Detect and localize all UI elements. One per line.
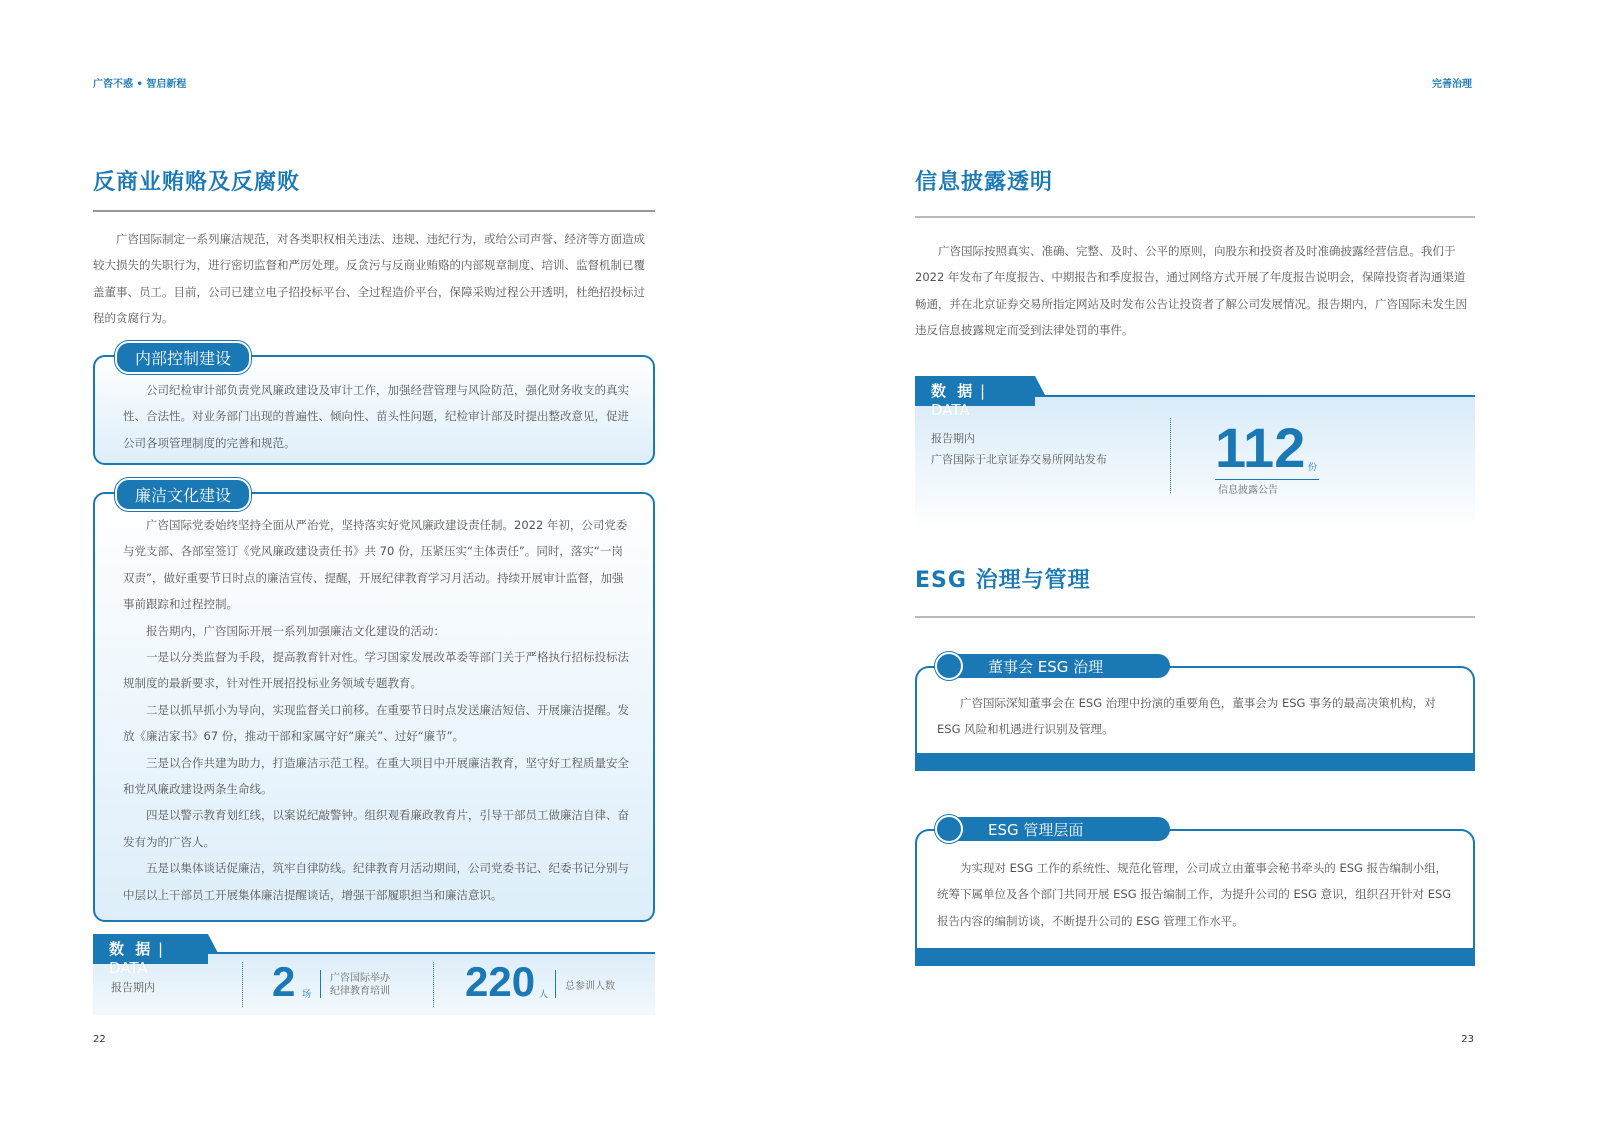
dotted-divider [242, 962, 243, 1007]
internal-control-text: 公司纪检审计部负责党风廉政建设及审计工作，加强经营管理与风险防范，强化财务收支的真实性、合法性。对业务部门出现的普遍性、倾向性、苗头性问题，纪检审计部及时提出整改意见，促进公司各项管理制度的完善和规范。 [123, 383, 629, 450]
internal-control-label: 内部控制建设 [115, 341, 251, 374]
disclosure-data-line-1: 报告期内 [931, 432, 975, 445]
disclosure-data-line-2: 广咨国际于北京证券交易所网站发布 [931, 453, 1107, 466]
esg-management-text: 为实现对 ESG 工作的系统性、规范化管理，公司成立由董事会秘书牵头的 ESG 报告编制小组，统筹下属单位及各个部门共同开展 ESG 报告编制工作，为提升公司的 ESG 意识，组织召开针对 ESG 报告内容的编制访谈，不断提升公司的 ESG 管理工作水平。 [937, 861, 1452, 928]
culture-paragraph: 广咨国际党委始终坚持全面从严治党，坚持落实好党风廉政建设责任制。2022 年初，公司党委与党支部、各部室签订《党风廉政建设责任书》共 70 份，压紧压实“主体责任”。同时，落实“一岗双责”，做好重要节日时点的廉洁宣传、提醒，开展纪律教育学习月活动。持续开展审计监督，加强事前跟踪和过程控制。 [123, 518, 628, 612]
culture-paragraph: 二是以抓早抓小为导向，实现监督关口前移。在重要节日时点发送廉洁短信、开展廉洁提醒。发放《廉洁家书》67 份，推动干部和家属守好“廉关”、过好“廉节”。 [123, 702, 629, 744]
dotted-divider [1170, 418, 1171, 493]
stat-divider [555, 970, 556, 998]
section-title-esg: ESG 治理与管理 [915, 568, 1091, 593]
title-divider [915, 216, 1475, 218]
disclosure-paragraph [915, 238, 1475, 344]
circle-marker-icon [935, 815, 963, 843]
data-tab-left: 数 据 | DATA [93, 934, 208, 964]
data-tab-right: 数 据 | DATA [915, 376, 1035, 406]
stat-training-label-2: 纪律教育培训 [330, 986, 390, 997]
stat-participants-unit: 人 [539, 990, 549, 1000]
page-title-disclosure: 信息披露透明 [915, 170, 1054, 195]
intro-paragraph [93, 226, 655, 332]
culture-paragraph: 一是以分类监督为手段，提高教育针对性。学习国家发展改革委等部门关于严格执行招标投标法规制度的最新要求，针对性开展招投标业务领域专题教育。 [123, 650, 629, 691]
data-tab-en: DATA [109, 959, 148, 977]
data-tab-corner [208, 934, 218, 953]
page-number-left: 22 [93, 1034, 106, 1045]
reporting-period-label: 报告期内 [111, 981, 155, 994]
stat-training-label-1: 广咨国际举办 [330, 973, 390, 984]
stat-training-label [330, 972, 390, 998]
value-underline [1215, 479, 1319, 480]
disclosure-text: 广咨国际按照真实、准确、完整、及时、公平的原则，向股东和投资者及时准确披露经营信息。我们于 2022 年发布了年度报告、中期报告和季度报告，通过网络方式开展了年度报告说明会，保障投资者沟通渠道畅通，并在北京证券交易所指定网站及时发布公告让投资者了解公司发展情况。报告期内，广咨国际未发生因违反信息披露规定而受到法律处罚的事件。 [915, 244, 1467, 338]
running-header-left: 广咨不惑 • 智启新程 [93, 79, 187, 90]
page-title-anti-corruption: 反商业贿赂及反腐败 [93, 170, 301, 195]
integrity-culture-box [93, 492, 655, 922]
circle-marker-icon [935, 652, 963, 680]
board-esg-footer-bar [915, 753, 1475, 771]
esg-management-footer-bar [915, 948, 1475, 966]
esg-management-box [915, 829, 1475, 949]
disclosure-count-value: 112 [1215, 416, 1306, 479]
page-number-right: 23 [1461, 1034, 1474, 1045]
data-tab-en: DATA [931, 401, 970, 419]
title-divider [93, 210, 655, 212]
data-tab-corner [1035, 376, 1045, 395]
title-divider [915, 616, 1475, 618]
board-esg-text: 广咨国际深知董事会在 ESG 治理中扮演的重要角色，董事会为 ESG 事务的最高决策机构，对 ESG 风险和机遇进行识别及管理。 [937, 696, 1436, 737]
intro-text: 广咨国际制定一系列廉洁规范，对各类职权相关违法、违规、违纪行为，或给公司声誉、经济等方面造成较大损失的失职行为，进行密切监督和严厉处理。反贪污与反商业贿赂的内部规章制度、培训、监督机制已覆盖董事、员工。目前，公司已建立电子招投标平台、全过程造价平台，保障采购过程公开透明，杜绝招投标过程的贪腐行为。 [93, 232, 645, 326]
integrity-culture-label: 廉洁文化建设 [115, 478, 251, 511]
dotted-divider [433, 962, 434, 1007]
board-esg-box [915, 666, 1475, 754]
disclosure-data-desc [931, 428, 1107, 470]
stat-participants-value: 220 [465, 958, 536, 1005]
stat-participants-label: 总参训人数 [565, 981, 615, 992]
disclosure-count-unit: 份 [1308, 463, 1318, 473]
data-tab-cn: 数 据 [931, 382, 976, 400]
running-header-right: 完善治理 [1432, 79, 1472, 90]
data-tab-cn: 数 据 [109, 940, 154, 958]
culture-paragraph: 三是以合作共建为助力，打造廉洁示范工程。在重大项目中开展廉洁教育，坚守好工程质量安全和党风廉政建设两条生命线。 [123, 755, 629, 797]
culture-paragraph: 报告期内，广咨国际开展一系列加强廉洁文化建设的活动： [146, 623, 445, 638]
disclosure-count-label: 信息披露公告 [1218, 485, 1278, 496]
culture-paragraph: 四是以警示教育划红线，以案说纪敲警钟。组织观看廉政教育片，引导干部员工做廉洁自律、奋发有为的广咨人。 [123, 808, 629, 849]
culture-paragraph: 五是以集体谈话促廉洁，筑牢自律防线。纪律教育月活动期间，公司党委书记、纪委书记分别与中层以上干部员工开展集体廉洁提醒谈话，增强干部履职担当和廉洁意识。 [123, 861, 629, 902]
stat-training-value: 2 [272, 958, 296, 1005]
board-esg-label: 董事会 ESG 治理 [950, 654, 1170, 678]
stat-training-unit: 场 [302, 990, 312, 1000]
esg-management-label: ESG 管理层面 [950, 817, 1170, 841]
stat-divider [320, 970, 321, 998]
